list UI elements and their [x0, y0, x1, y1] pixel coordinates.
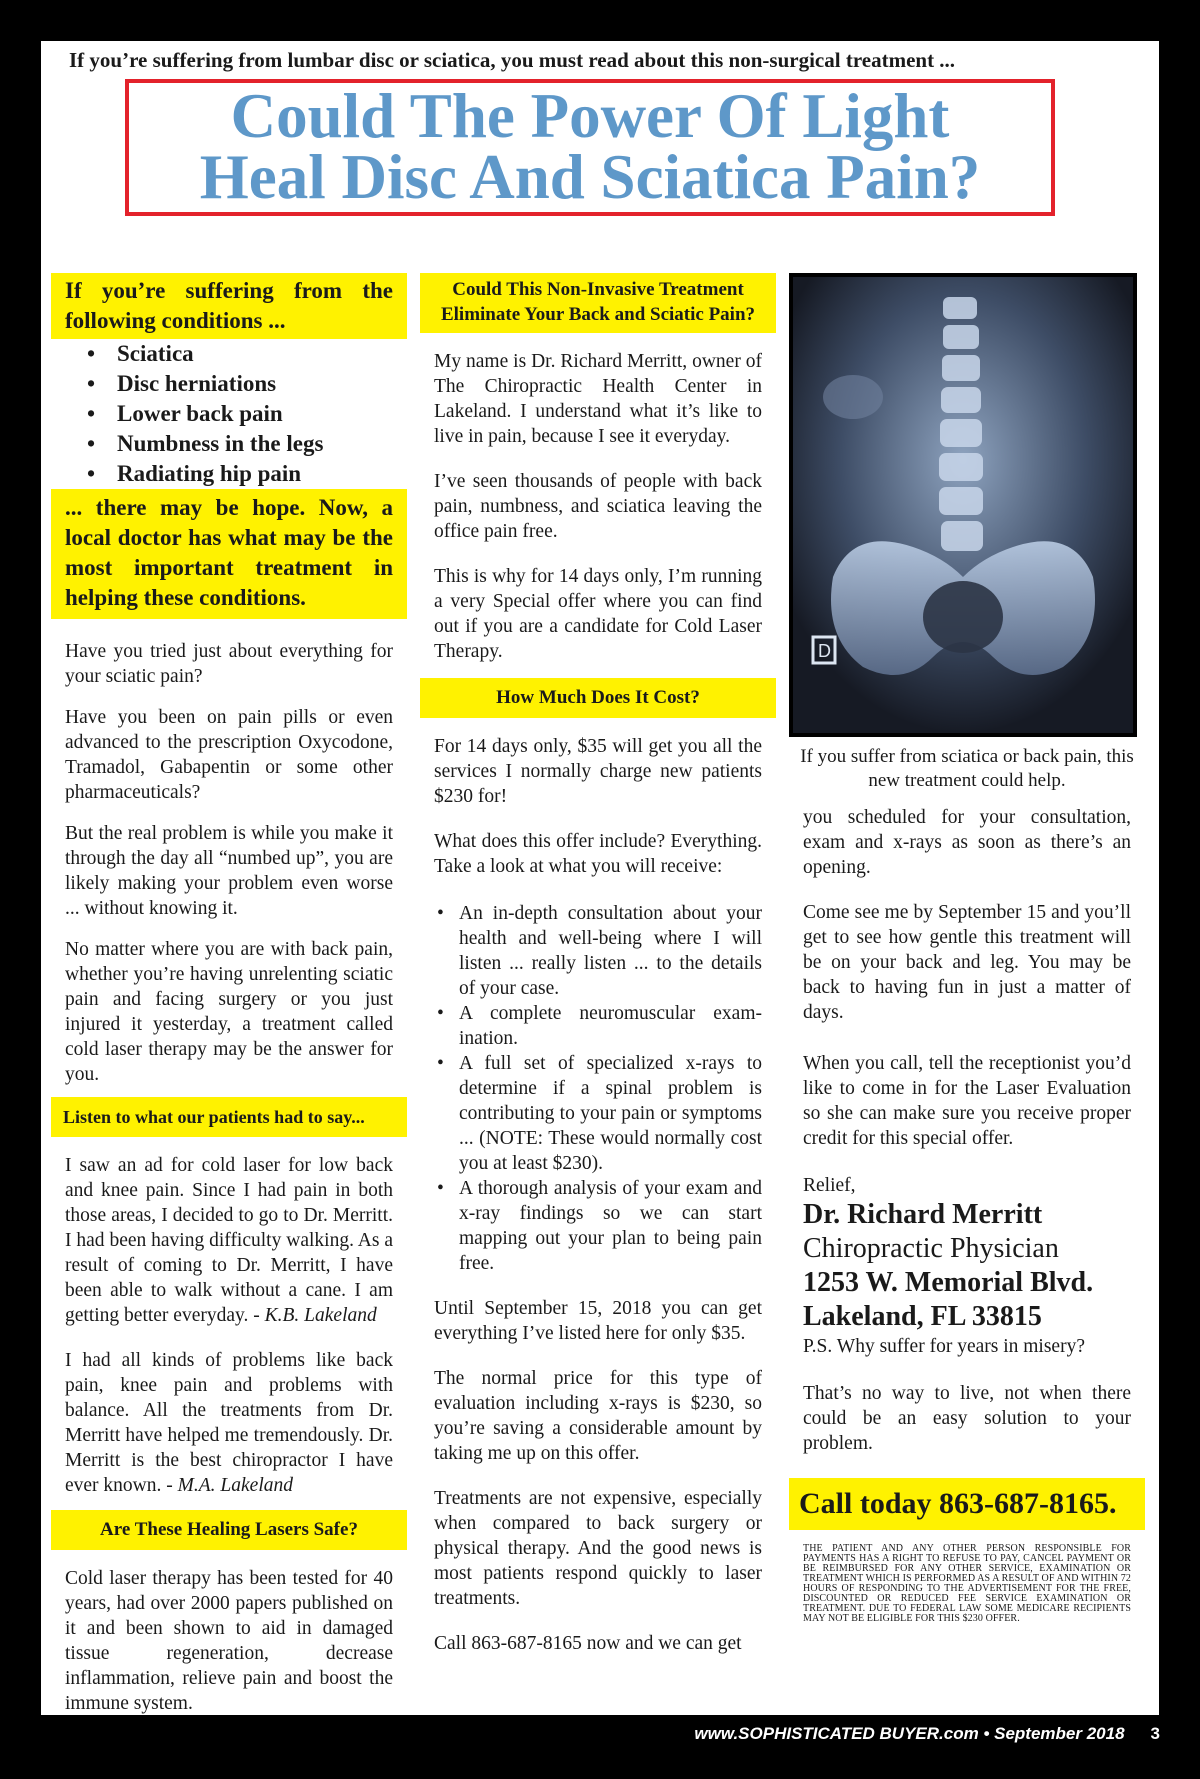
- list-item: • Lower back pain: [87, 399, 407, 429]
- paragraph: Cold laser therapy has been tested for 40 years, had over 2000 papers published on it and been shown to aid in damaged tissue regeneration, decrease inflammation, relieve pain and boost the immune system.: [65, 1568, 393, 1714]
- call-to-action: Call today 863-687-8165.: [789, 1478, 1145, 1530]
- fine-print: THE PATIENT AND ANY OTHER PERSON RESPONSIBLE FOR PAYMENTS HAS A RIGHT TO REFUSE TO PAY, CANCEL PAYMENT OR BE REIMBURSED FOR ANY OTHER SERVICE, EXAMINATION OR TREATMENT WHICH IS PERFORMED AS A RESULT OF AND WITHIN 72 HOURS OF RESPONDING TO THE ADVERTISEMENT FOR THE FREE, DISCOUNTED OR REDUCED FEE SERVICE EXAMINATION OR TREATMENT. DUE TO FEDERAL LAW SOME MEDICARE RECIPIENTS MAY NOT BE ELIGIBLE FOR THIS $230 OFFER.: [803, 1543, 1131, 1624]
- testimonial-author: - M.A. Lakeland: [161, 1475, 293, 1496]
- testimonials-heading: Listen to what our patients had to say...: [51, 1097, 407, 1137]
- list-item: • Disc herniations: [87, 369, 407, 399]
- paragraph: Treatments are not expensive, especially when compared to back surgery or physical therapy. And the good news is most patients respond quickly to laser treatments.: [434, 1488, 762, 1609]
- paragraph: My name is Dr. Richard Merritt, owner of The Chiropractic Health Center in Lakeland. I understand what it’s like to live in pain, because I see it everyday.: [434, 351, 762, 447]
- address-city: Lakeland, FL 33815: [803, 1301, 1042, 1332]
- cost-heading: How Much Does It Cost?: [420, 678, 776, 718]
- page-number: 3: [1150, 1724, 1160, 1743]
- safety-heading: Are These Healing Lasers Safe?: [51, 1510, 407, 1550]
- tagline: If you’re suffering from lumbar disc or sciatica, you must read about this non-surgical treatment ...: [69, 48, 956, 72]
- paragraph: Come see me by September 15 and you’ll get to see how gentle this treatment will be on your back and leg. You may be back to having fun in just a matter of days.: [803, 902, 1131, 1023]
- list-item: • Radiating hip pain: [87, 459, 407, 489]
- address-street: 1253 W. Memorial Blvd.: [803, 1267, 1094, 1298]
- conditions-intro: If you’re suffering from the following conditions ...: [51, 273, 407, 339]
- list-item: • A thorough analysis of your exam and x-ray findings so we can start mapping out your plan to being pain free.: [434, 1176, 762, 1276]
- headline-line-1: Could The Power Of Light: [230, 81, 950, 151]
- column-middle: [420, 231, 776, 1656]
- conditions-list: [51, 339, 407, 489]
- testimonial-author: - K.B. Lakeland: [248, 1305, 377, 1326]
- postscript: P.S. Why suffer for years in misery?: [803, 1336, 1085, 1357]
- hope-callout: ... there may be hope. Now, a local doctor has what may be the most important treatment in helping these conditions.: [51, 489, 407, 619]
- headline-box: [125, 79, 1055, 216]
- column-left: [51, 231, 407, 1716]
- magazine-page: [41, 41, 1159, 1715]
- list-item: • A full set of specialized x-rays to determine if a spinal problem is contributing to your pain or symptoms ... (NOTE: These would normally cost you at least $230).: [434, 1051, 762, 1176]
- paragraph: When you call, tell the receptionist you’d like to come in for the Laser Evaluation so she can make sure you receive proper credit for this special offer.: [803, 1053, 1131, 1149]
- paragraph: The normal price for this type of evaluation including x-rays is $230, so you’re saving a considerable amount by taking me up on this offer.: [434, 1368, 762, 1464]
- doctor-title: Chiropractic Physician: [803, 1233, 1059, 1264]
- spine-xray-graphic: [793, 277, 1133, 733]
- xray-marker: D: [818, 641, 831, 661]
- paragraph: This is why for 14 days only, I’m running a very Special offer where you can find out if you are a candidate for Cold Laser Therapy.: [434, 566, 762, 662]
- paragraph: What does this offer include? Everything. Take a look at what you will receive:: [434, 831, 762, 877]
- paragraph: you scheduled for your consultation, exam and x-rays as soon as there’s an opening.: [803, 807, 1131, 878]
- offer-list: [420, 901, 776, 1276]
- list-item: • Sciatica: [87, 339, 407, 369]
- paragraph: Call 863-687-8165 now and we can get: [434, 1633, 742, 1654]
- list-item: • A complete neuromuscular exam- ination.: [434, 1001, 762, 1051]
- paragraph: I’ve seen thousands of people with back pain, numbness, and sciatica leaving the office pain free.: [434, 471, 762, 542]
- paragraph: Have you been on pain pills or even advanced to the prescription Oxycodone, Tramadol, Gabapentin or some other pharmaceuticals?: [65, 707, 393, 803]
- page-footer: [0, 1723, 1160, 1745]
- testimonial-text: I had all kinds of problems like back pain, knee pain and problems with balance. All the treatments from Dr. Merritt have helped me tremendously. Dr. Merritt is the best chiropractor I have ever known.: [65, 1350, 393, 1496]
- xray-image: [789, 273, 1137, 737]
- headline: [129, 81, 1051, 212]
- doctor-name: Dr. Richard Merritt: [803, 1199, 1043, 1230]
- list-item: • An in-depth consultation about your health and well-being where I will listen ... really listen ... to the details of your case.: [434, 901, 762, 1001]
- headline-line-2: Heal Disc And Sciatica Pain?: [199, 142, 981, 212]
- paragraph: Until September 15, 2018 you can get everything I’ve listed here for only $35.: [434, 1298, 762, 1344]
- paragraph: That’s no way to live, not when there could be an easy solution to your problem.: [803, 1383, 1131, 1454]
- paragraph: No matter where you are with back pain, whether you’re having unrelenting sciatic pain and facing surgery or you just injured it yesterday, a treatment called cold laser therapy may be the answer for you.: [65, 939, 393, 1085]
- column-right: [789, 231, 1145, 1624]
- list-item: • Numbness in the legs: [87, 429, 407, 459]
- footer-text: www.SOPHISTICATED BUYER.com • September 2018: [694, 1724, 1125, 1743]
- paragraph: Have you tried just about everything for your sciatic pain?: [65, 641, 393, 687]
- testimonial: [51, 1348, 407, 1498]
- closing: Relief,: [803, 1175, 856, 1196]
- image-caption: If you suffer from sciatica or back pain, this new treatment could help.: [800, 746, 1134, 791]
- testimonial-text: I saw an ad for cold laser for low back and knee pain. Since I had pain in both those areas, I decided to go to Dr. Merritt. I had been having difficulty walking. As a result of coming to Dr. Merritt, I have been able to walk without a cane. I am getting better everyday.: [65, 1155, 393, 1326]
- paragraph: But the real problem is while you make it through the day all “numbed up”, you are likely making your problem even worse ... without knowing it.: [65, 823, 393, 919]
- paragraph: For 14 days only, $35 will get you all the services I normally charge new patients $230 for!: [434, 736, 762, 807]
- signature-block: [789, 1198, 1145, 1359]
- treatment-heading: Could This Non-Invasive Treatment Eliminate Your Back and Sciatic Pain?: [420, 273, 776, 333]
- testimonial: [51, 1153, 407, 1328]
